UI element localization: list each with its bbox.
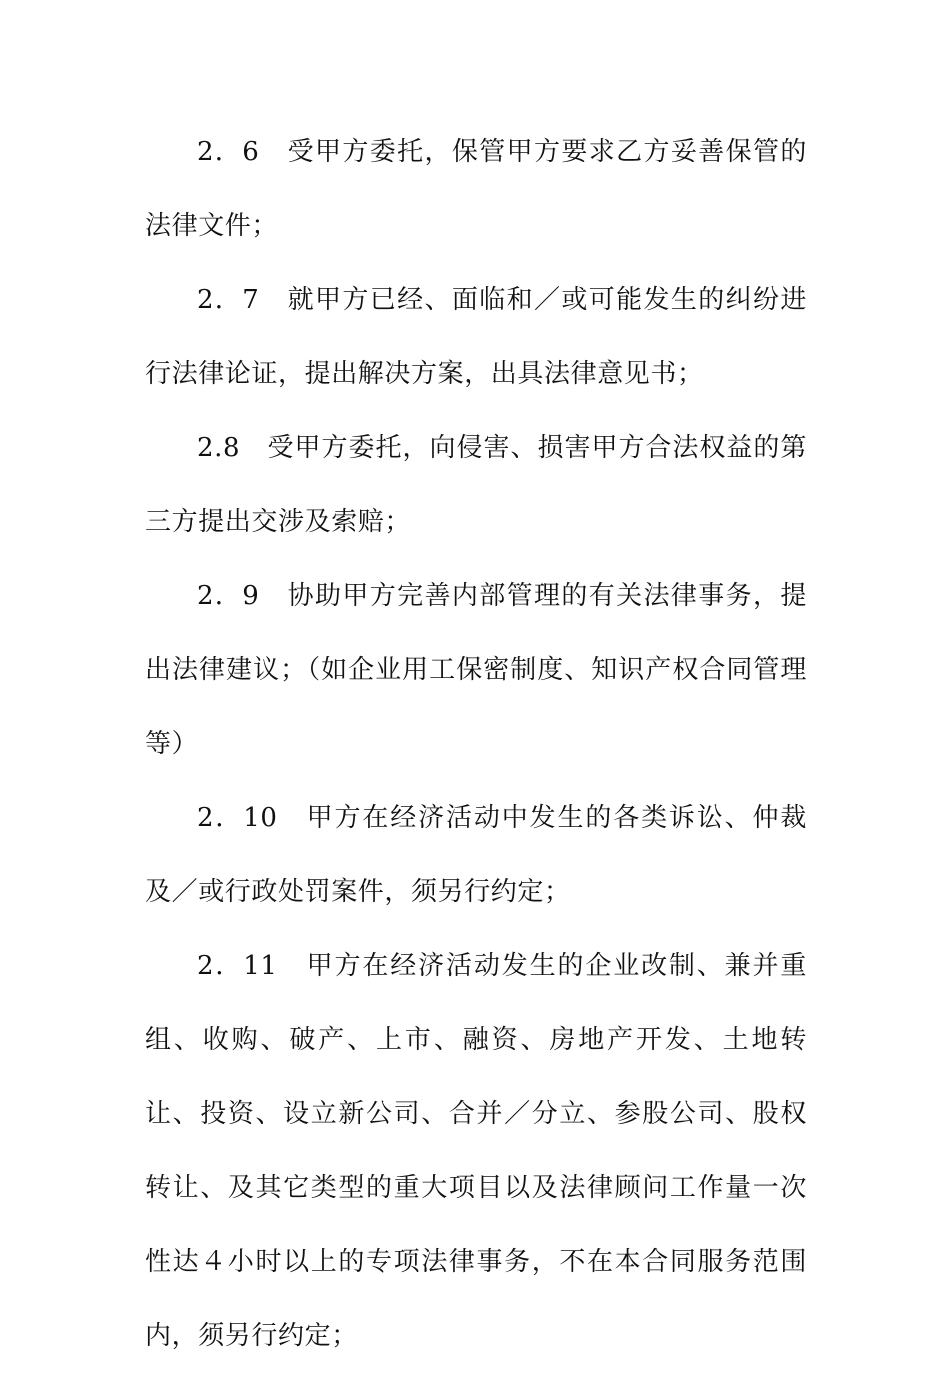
clause-2-10: 2．10 甲方在经济活动中发生的各类诉讼、仲裁及／或行政处罚案件，须另行约定； (145, 803, 807, 907)
clause-2-11: 2．11 甲方在经济活动发生的企业改制、兼并重组、收购、破产、上市、融资、房地产开发、土地转让、投资、设立新公司、合并／分立、参股公司、股权转让、及其它类型的重大项目以及法律顾问工作量一次性达４小时以上的专项法律事务，不在本合同服务范围内，须另行约定； (145, 951, 807, 1351)
document-body (145, 115, 807, 1373)
clause-2-7: 2．7 就甲方已经、面临和／或可能发生的纠纷进行法律论证，提出解决方案，出具法律意见书； (145, 285, 807, 389)
clause-2-8: 2.8 受甲方委托，向侵害、损害甲方合法权益的第三方提出交涉及索赔； (145, 433, 807, 537)
clause-2-9: 2．9 协助甲方完善内部管理的有关法律事务，提出法律建议；（如企业用工保密制度、知识产权合同管理等） (145, 581, 807, 759)
clause-2-6: 2．6 受甲方委托，保管甲方要求乙方妥善保管的法律文件； (145, 137, 807, 241)
